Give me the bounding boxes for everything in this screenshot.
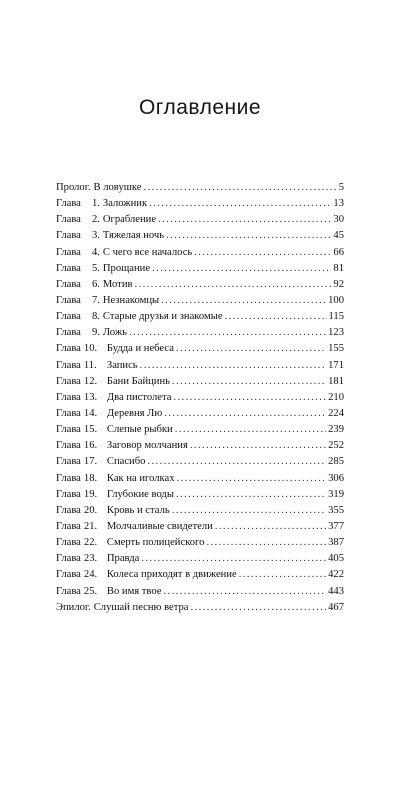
chapter-label: Глава <box>56 391 81 403</box>
toc-page-number: 123 <box>328 327 344 339</box>
chapter-number: 6. <box>91 278 100 290</box>
toc-page-number: 306 <box>328 472 344 484</box>
dot-leader <box>135 277 332 293</box>
toc-page-number: 467 <box>328 601 344 613</box>
toc-row <box>56 487 344 503</box>
chapter-title: Спасибо <box>106 456 146 468</box>
dot-leader <box>172 503 326 519</box>
toc-row <box>56 196 344 212</box>
chapter-title: Незнакомцы <box>102 294 160 306</box>
toc-row-epilogue <box>56 600 344 616</box>
toc-row <box>56 503 344 519</box>
chapter-title: Тяжелая ночь <box>102 230 165 242</box>
chapter-label: Глава <box>56 456 81 468</box>
toc-page-number: 155 <box>328 343 344 355</box>
toc-row <box>56 519 344 535</box>
chapter-label: Глава <box>56 278 81 290</box>
dot-leader <box>225 309 327 325</box>
chapter-title: Колеса приходят в движение <box>106 569 237 581</box>
chapter-title: Кровь и сталь <box>106 504 170 516</box>
dot-leader <box>152 261 331 277</box>
chapter-label: Глава <box>56 553 81 565</box>
chapter-label: Глава <box>56 311 81 323</box>
chapter-number: 25. <box>83 585 98 597</box>
chapter-label: Глава <box>56 504 81 516</box>
toc-page-number: 422 <box>328 569 344 581</box>
chapter-number: 5. <box>91 262 100 274</box>
chapter-label: Глава <box>56 230 81 242</box>
chapter-number: 2. <box>91 214 100 226</box>
toc-page-number: 285 <box>328 456 344 468</box>
toc-row <box>56 358 344 374</box>
dot-leader <box>141 551 326 567</box>
toc-row <box>56 277 344 293</box>
dot-leader <box>191 600 327 616</box>
toc-entry-title: Слушай песню ветра <box>93 601 189 613</box>
chapter-label: Глава <box>56 407 81 419</box>
chapter-number: 7. <box>91 294 100 306</box>
toc-page-number: 443 <box>328 585 344 597</box>
toc-page-number: 239 <box>328 424 344 436</box>
chapter-number: 19. <box>83 488 98 500</box>
chapter-title: Ложь <box>102 327 127 339</box>
chapter-title: Бани Байцинь <box>106 375 170 387</box>
chapter-title: Запись <box>106 359 138 371</box>
chapter-title: С чего все началось <box>102 246 193 258</box>
dot-leader <box>166 228 331 244</box>
toc-entry-label: Пролог. <box>56 182 91 193</box>
toc-page-number: 13 <box>333 198 344 210</box>
toc-row <box>56 374 344 390</box>
chapter-number: 4. <box>91 246 100 258</box>
chapter-title: Молчаливые свидетели <box>106 520 213 532</box>
dot-leader <box>164 406 326 422</box>
chapter-number: 20. <box>83 504 98 516</box>
dot-leader <box>140 358 326 374</box>
toc-page-number: 377 <box>328 520 344 532</box>
toc-row <box>56 535 344 551</box>
chapter-number: 22. <box>83 537 98 549</box>
chapter-title: Старые друзья и знакомые <box>102 311 223 323</box>
chapter-number: 14. <box>83 407 98 419</box>
dot-leader <box>176 341 326 357</box>
chapter-label: Глава <box>56 585 81 597</box>
chapter-title: Правда <box>106 553 140 565</box>
dot-leader <box>215 519 326 535</box>
dot-leader <box>172 374 326 390</box>
toc-row <box>56 293 344 309</box>
toc-page-number: 210 <box>328 391 344 403</box>
toc-page-number: 405 <box>328 553 344 565</box>
toc-row <box>56 454 344 470</box>
toc-page-number: 45 <box>333 230 344 242</box>
toc-page-number: 92 <box>333 278 344 290</box>
toc-page-number: 81 <box>333 262 344 274</box>
chapter-number: 23. <box>83 553 98 565</box>
dot-leader <box>176 487 326 503</box>
chapter-label: Глава <box>56 343 81 355</box>
toc-row <box>56 261 344 277</box>
dot-leader <box>206 535 326 551</box>
toc-page-number: 115 <box>328 311 344 323</box>
chapter-label: Глава <box>56 359 81 371</box>
toc-row <box>56 406 344 422</box>
dot-leader <box>163 584 326 600</box>
chapter-label: Глава <box>56 569 81 581</box>
dot-leader <box>177 471 327 487</box>
chapter-list <box>56 196 344 600</box>
chapter-number: 11. <box>83 359 97 371</box>
chapter-title: Два пистолета <box>106 391 172 403</box>
toc-row-prologue <box>56 180 344 196</box>
toc-page-number: 181 <box>328 375 344 387</box>
chapter-label: Глава <box>56 440 81 452</box>
chapter-title: Прощание <box>102 262 151 274</box>
chapter-title: Слепые рыбки <box>106 424 173 436</box>
toc-row <box>56 325 344 341</box>
table-of-contents <box>56 180 344 616</box>
dot-leader <box>143 180 336 196</box>
dot-leader <box>161 293 326 309</box>
chapter-number: 16. <box>83 440 98 452</box>
toc-entry-label: Эпилог. <box>56 601 91 613</box>
chapter-title: Во имя твое <box>106 585 162 597</box>
toc-page-number: 387 <box>328 537 344 549</box>
dot-leader <box>147 454 326 470</box>
toc-row <box>56 341 344 357</box>
chapter-label: Глава <box>56 246 81 258</box>
chapter-number: 10. <box>83 343 98 355</box>
chapter-title: Будда и небеса <box>106 343 174 355</box>
toc-row <box>56 228 344 244</box>
toc-row <box>56 245 344 261</box>
chapter-label: Глава <box>56 327 81 339</box>
toc-page-number: 30 <box>333 214 344 226</box>
dot-leader <box>129 325 326 341</box>
toc-page-number: 5 <box>338 182 344 193</box>
toc-row <box>56 567 344 583</box>
toc-row <box>56 471 344 487</box>
toc-page-number: 100 <box>328 294 344 306</box>
toc-row <box>56 390 344 406</box>
chapter-number: 15. <box>83 424 98 436</box>
toc-row <box>56 212 344 228</box>
chapter-number: 8. <box>91 311 100 323</box>
dot-leader <box>190 438 326 454</box>
chapter-label: Глава <box>56 424 81 436</box>
toc-page-number: 66 <box>333 246 344 258</box>
chapter-label: Глава <box>56 472 81 484</box>
chapter-title: Деревня Лю <box>106 407 163 419</box>
chapter-number: 18. <box>83 472 98 484</box>
page-title: Оглавление <box>138 96 262 119</box>
chapter-title: Глубокие воды <box>106 488 174 500</box>
chapter-number: 12. <box>83 375 98 387</box>
chapter-title: Мотив <box>102 278 133 290</box>
chapter-label: Глава <box>56 488 81 500</box>
toc-page-number: 319 <box>328 488 344 500</box>
toc-entry-title: В ловушке <box>93 182 142 193</box>
chapter-number: 13. <box>83 391 98 403</box>
toc-page-number: 171 <box>328 359 344 371</box>
chapter-number: 24. <box>83 569 98 581</box>
toc-row <box>56 584 344 600</box>
chapter-title: Заговор молчания <box>106 440 188 452</box>
toc-page-number: 355 <box>328 504 344 516</box>
dot-leader <box>194 245 331 261</box>
chapter-label: Глава <box>56 520 81 532</box>
chapter-title: Смерть полицейского <box>106 537 205 549</box>
dot-leader <box>175 422 326 438</box>
chapter-label: Глава <box>56 294 81 306</box>
toc-page-number: 252 <box>328 440 344 452</box>
chapter-number: 9. <box>91 327 100 339</box>
chapter-label: Глава <box>56 375 81 387</box>
chapter-title: Ограбление <box>102 214 157 226</box>
toc-row <box>56 309 344 325</box>
chapter-number: 1. <box>91 198 100 210</box>
toc-row <box>56 551 344 567</box>
chapter-number: 3. <box>91 230 100 242</box>
dot-leader <box>158 212 331 228</box>
dot-leader <box>239 567 326 583</box>
toc-row <box>56 422 344 438</box>
chapter-label: Глава <box>56 537 81 549</box>
chapter-number: 21. <box>83 520 98 532</box>
chapter-label: Глава <box>56 198 81 210</box>
chapter-title: Заложник <box>102 198 148 210</box>
toc-row <box>56 438 344 454</box>
chapter-number: 17. <box>83 456 98 468</box>
toc-page-number: 224 <box>328 407 344 419</box>
dot-leader <box>149 196 331 212</box>
dot-leader <box>173 390 326 406</box>
chapter-label: Глава <box>56 214 81 226</box>
chapter-label: Глава <box>56 262 81 274</box>
chapter-title: Как на иголках <box>106 472 175 484</box>
